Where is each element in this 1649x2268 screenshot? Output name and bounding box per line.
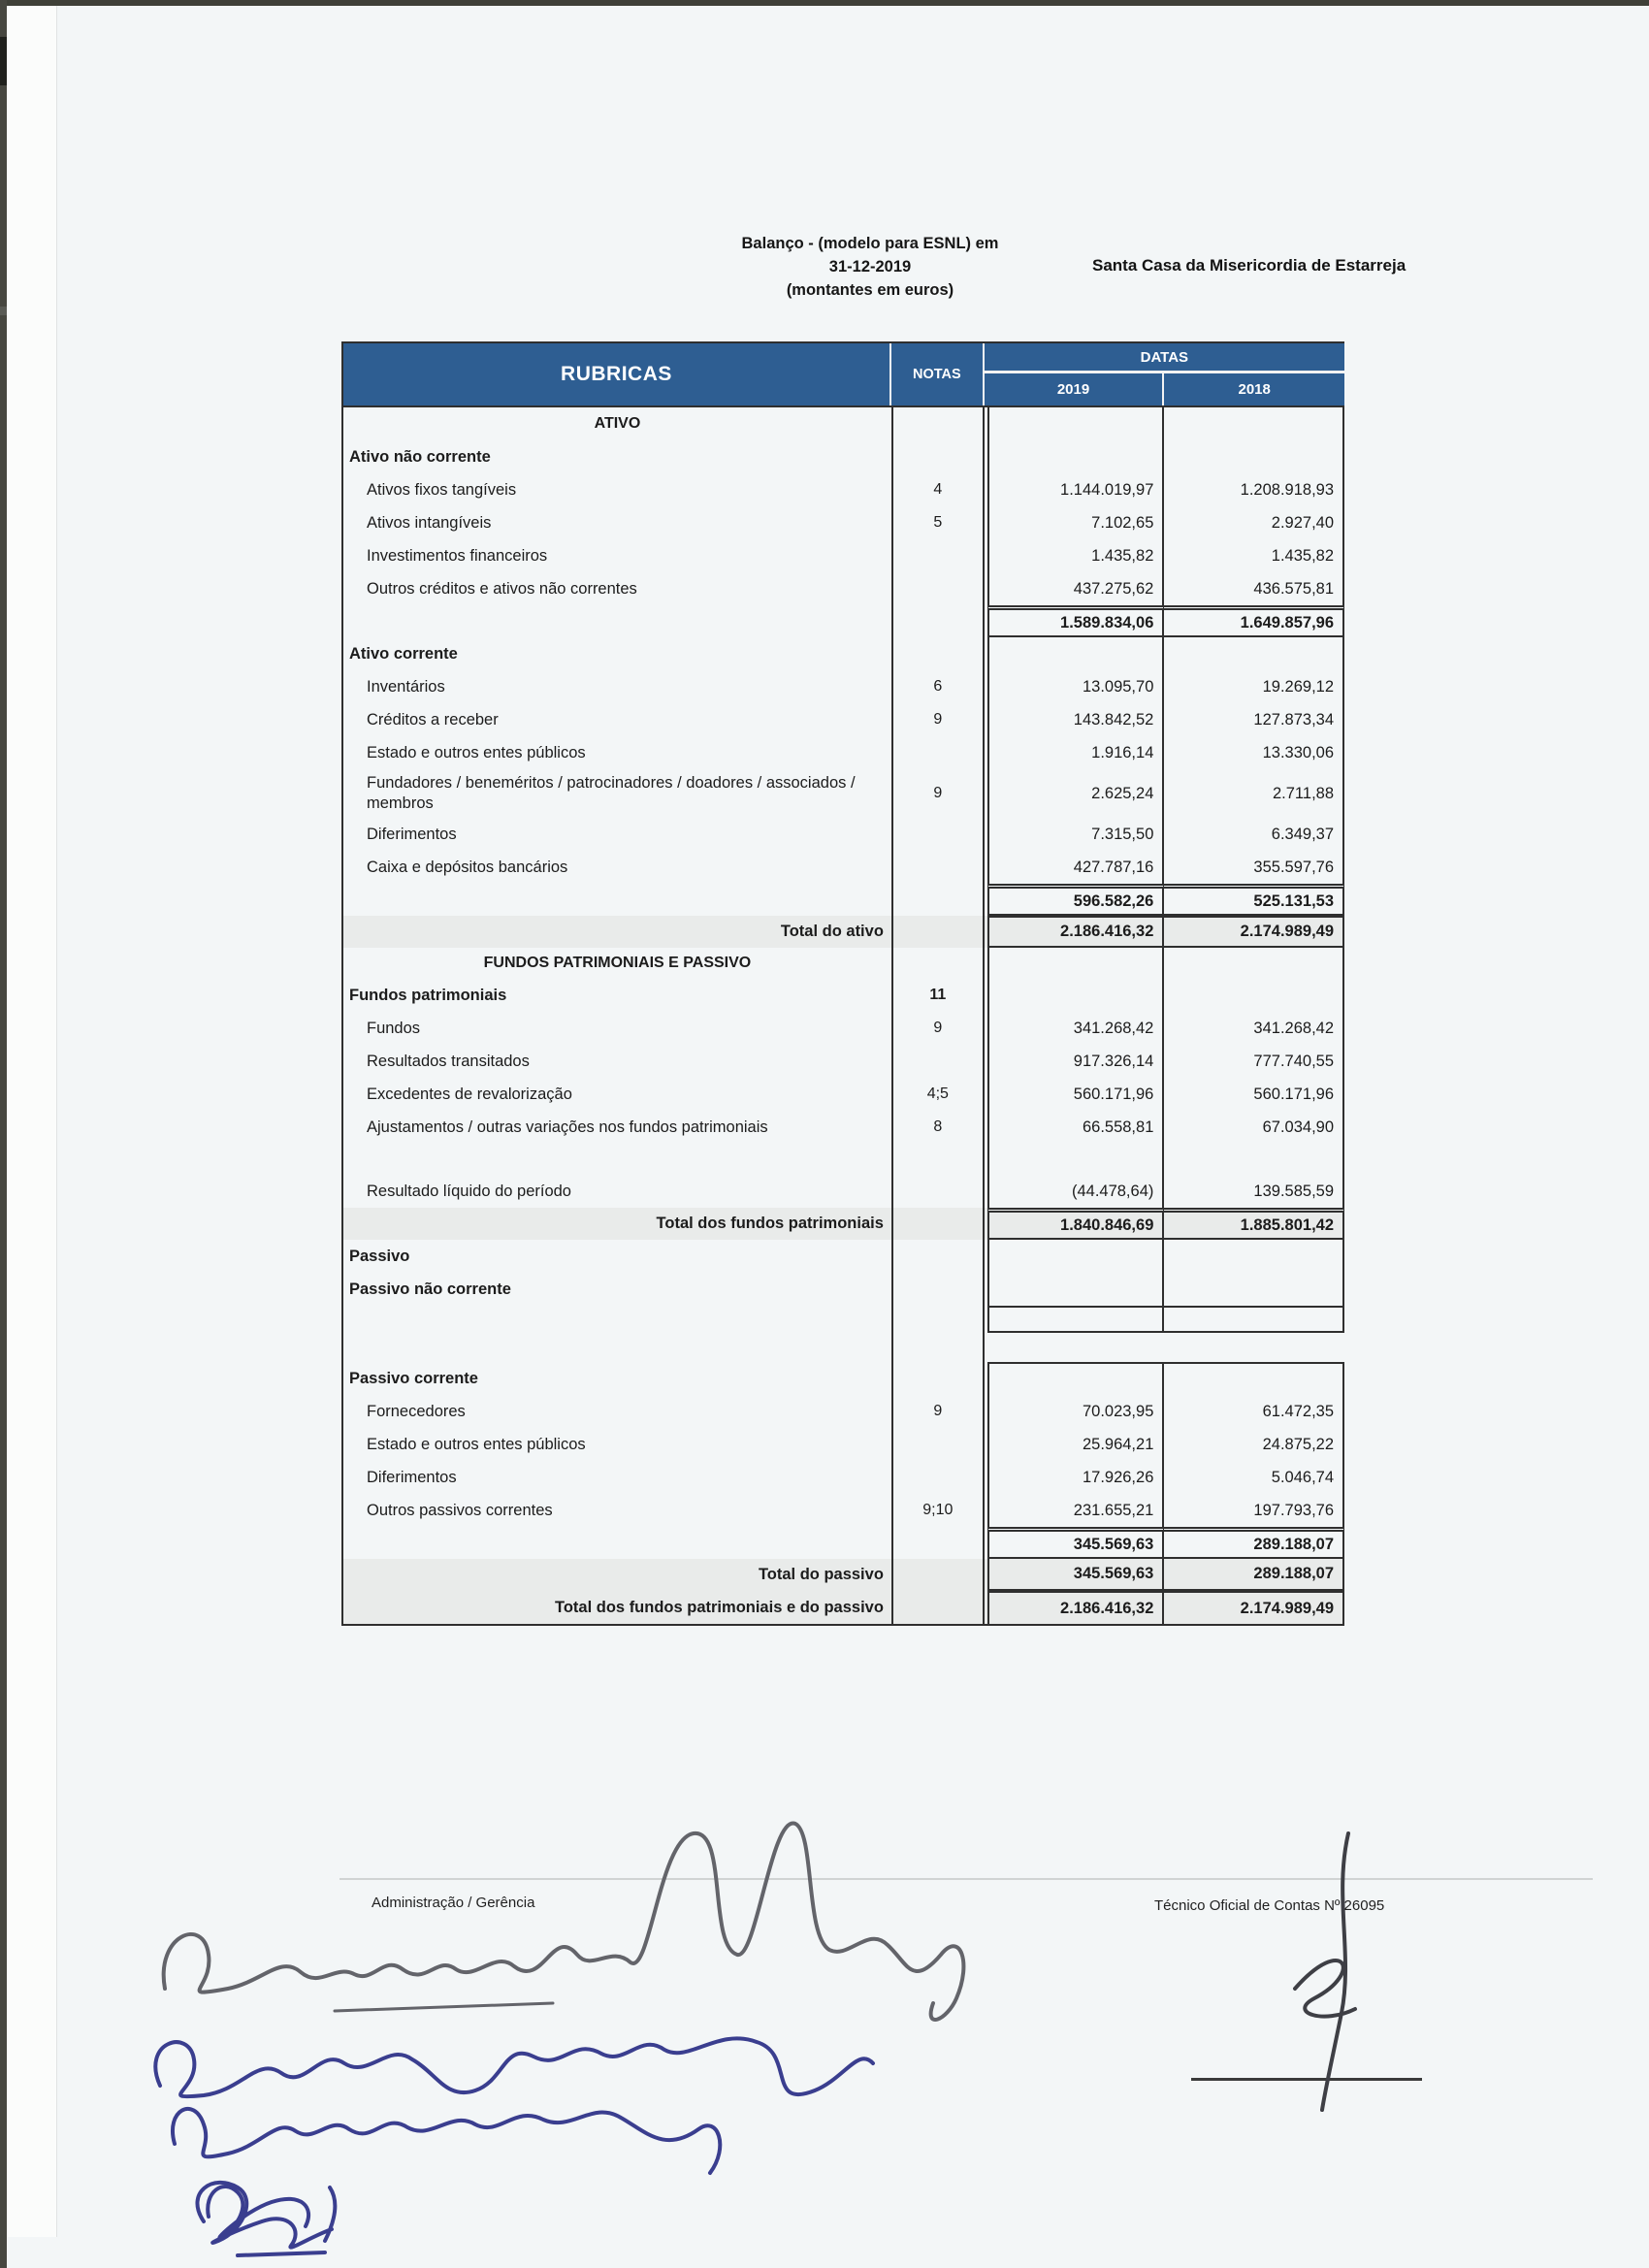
table-row [343,818,1344,851]
row-nota: 9 [891,1012,985,1045]
row-nota [891,440,985,473]
row-nota [891,1045,985,1078]
row-label: Fundos [367,1019,421,1037]
row-label: Diferimentos [367,1468,457,1486]
document-title-block [716,233,1024,303]
signature-label-administration: Administração / Gerência [372,1895,535,1911]
signature-stroke [208,2187,335,2241]
row-nota [891,736,985,769]
row-label: Ativos intangíveis [367,513,492,532]
table-row [343,1428,1344,1461]
scan-edge-top [0,0,1649,6]
handwritten-signature-flourish [146,2163,456,2260]
table-row [343,1395,1344,1428]
row-value-2019: 66.558,81 [987,1111,1165,1144]
row-value-2019: (44.478,64) [987,1175,1165,1208]
row-nota [891,637,985,670]
row-value-2019 [987,440,1165,473]
row-value-2018 [1164,1306,1344,1333]
row-nota: 4;5 [891,1078,985,1111]
row-value-2018: 24.875,22 [1164,1428,1344,1461]
row-label: ATIVO [594,415,641,432]
row-nota [891,1428,985,1461]
row-value-2019: 345.569,63 [987,1527,1165,1559]
row-label: Resultados transitados [367,1052,530,1070]
row-label: Inventários [367,677,445,696]
row-value-2018 [1164,979,1344,1012]
row-value-2018: 436.575,81 [1164,572,1344,605]
row-label: Fornecedores [367,1402,466,1420]
row-value-2018 [1164,407,1344,440]
row-value-2018: 2.174.989,49 [1164,916,1344,948]
table-row [343,1461,1344,1494]
row-value-2018: 2.711,88 [1164,769,1344,818]
row-value-2019: 2.186.416,32 [987,916,1165,948]
table-row [343,1078,1344,1111]
table-row [343,1208,1344,1240]
row-label: Ativo não corrente [349,447,491,466]
table-row [343,1273,1344,1306]
signature-stroke [1322,1833,1348,2110]
header-year-2019: 2019 [985,373,1165,405]
table-row [343,1559,1344,1591]
row-label [343,1527,891,1559]
row-label: Créditos a receber [367,710,499,729]
table-row [343,736,1344,769]
row-value-2018 [1164,637,1344,670]
row-value-2018: 1.885.801,42 [1164,1208,1344,1240]
row-nota [891,1144,985,1175]
header-rubricas: RUBRICAS [343,343,891,405]
table-row [343,916,1344,948]
table-row [343,851,1344,884]
row-label: Fundos patrimoniais [349,986,507,1004]
row-label: Total dos fundos patrimoniais [656,1215,884,1232]
row-value-2019 [987,1240,1165,1273]
row-value-2019 [987,948,1165,979]
row-value-2019: 17.926,26 [987,1461,1165,1494]
row-nota [891,1362,985,1395]
table-row [343,605,1344,637]
row-value-2018: 6.349,37 [1164,818,1344,851]
row-label: Passivo [349,1247,410,1265]
row-nota [891,407,985,440]
row-value-2019: 341.268,42 [987,1012,1165,1045]
scan-edge-left [0,0,7,2268]
row-label [343,1306,891,1333]
table-row [343,703,1344,736]
row-nota [891,851,985,884]
row-nota [891,916,985,948]
table-row [343,1111,1344,1144]
row-value-2018: 355.597,76 [1164,851,1344,884]
row-value-2019: 1.144.019,97 [987,473,1165,506]
row-value-2019: 143.842,52 [987,703,1165,736]
header-years-row [985,373,1344,405]
row-value-2019: 25.964,21 [987,1428,1165,1461]
row-value-2019 [987,1273,1165,1306]
row-nota [891,1175,985,1208]
row-nota: 4 [891,473,985,506]
row-value-2019 [987,407,1165,440]
row-value-2019 [987,1333,1165,1362]
row-value-2018: 127.873,34 [1164,703,1344,736]
row-label: Diferimentos [367,825,457,843]
table-row [343,1175,1344,1208]
row-label [343,1333,891,1362]
row-value-2019: 1.589.834,06 [987,605,1165,637]
table-row [343,539,1344,572]
row-label: Total do ativo [780,923,884,940]
header-notas: NOTAS [891,343,985,405]
row-value-2019 [987,1306,1165,1333]
table-row [343,637,1344,670]
table-row [343,440,1344,473]
row-value-2018 [1164,1273,1344,1306]
row-value-2018: 777.740,55 [1164,1045,1344,1078]
signature-label-accountant: Técnico Oficial de Contas Nº 26095 [1154,1897,1385,1914]
row-label [343,1144,891,1175]
row-value-2019 [987,979,1165,1012]
row-nota: 5 [891,506,985,539]
row-value-2018: 139.585,59 [1164,1175,1344,1208]
table-row [343,670,1344,703]
table-row [343,572,1344,605]
handwritten-signature-right [1198,1819,1431,2129]
document-title-line2: 31-12-2019 [828,257,912,275]
row-value-2018 [1164,440,1344,473]
row-value-2018 [1164,948,1344,979]
row-value-2018: 67.034,90 [1164,1111,1344,1144]
row-label [343,605,891,637]
table-row [343,1144,1344,1175]
row-value-2018: 19.269,12 [1164,670,1344,703]
row-value-2018: 2.927,40 [1164,506,1344,539]
row-value-2019: 231.655,21 [987,1494,1165,1527]
table-row [343,473,1344,506]
footer-divider-line [340,1878,1593,1880]
row-nota [891,884,985,916]
row-nota [891,572,985,605]
row-value-2019 [987,637,1165,670]
row-nota [891,1240,985,1273]
row-value-2019: 427.787,16 [987,851,1165,884]
table-row [343,1494,1344,1527]
row-label: Total do passivo [758,1566,884,1583]
table-row [343,769,1344,818]
row-nota: 6 [891,670,985,703]
row-value-2019: 596.582,26 [987,884,1165,916]
row-label: Outros passivos correntes [367,1501,553,1519]
row-nota: 9;10 [891,1494,985,1527]
row-value-2019: 345.569,63 [987,1559,1165,1591]
row-value-2018: 13.330,06 [1164,736,1344,769]
row-value-2019: 917.326,14 [987,1045,1165,1078]
row-value-2019: 13.095,70 [987,670,1165,703]
row-value-2018: 5.046,74 [1164,1461,1344,1494]
row-nota [891,605,985,637]
row-label: Ativos fixos tangíveis [367,480,517,499]
header-year-2018: 2018 [1238,381,1271,398]
row-nota [891,539,985,572]
row-label: Caixa e depósitos bancários [367,858,568,876]
row-value-2018: 1.208.918,93 [1164,473,1344,506]
row-value-2018: 61.472,35 [1164,1395,1344,1428]
organization-name: Santa Casa da Misericordia de Estarreja [1092,256,1406,275]
row-value-2019: 7.315,50 [987,818,1165,851]
header-datas-group [985,343,1344,405]
row-value-2019 [987,1362,1165,1395]
row-value-2019: 437.275,62 [987,572,1165,605]
row-value-2018: 341.268,42 [1164,1012,1344,1045]
row-label: Ajustamentos / outras variações nos fundos patrimoniais [367,1118,768,1136]
table-row [343,1527,1344,1559]
row-value-2018 [1164,1240,1344,1273]
table-row [343,884,1344,916]
row-value-2019: 2.186.416,32 [987,1591,1165,1624]
row-nota: 8 [891,1111,985,1144]
table-row [343,1591,1344,1624]
row-label: Estado e outros entes públicos [367,743,586,761]
table-row [343,979,1344,1012]
row-nota: 9 [891,769,985,818]
row-label [343,884,891,916]
table-row [343,1240,1344,1273]
header-datas: DATAS [985,343,1344,373]
row-label: Total dos fundos patrimoniais e do passivo [555,1598,884,1616]
row-nota [891,1273,985,1306]
signature-stroke [173,2109,720,2173]
row-value-2018: 525.131,53 [1164,884,1344,916]
row-nota [891,1306,985,1333]
row-nota [891,1461,985,1494]
accountant-signature-line [1191,2078,1422,2081]
row-label: Investimentos financeiros [367,546,548,565]
row-value-2018: 2.174.989,49 [1164,1591,1344,1624]
table-row [343,506,1344,539]
row-nota [891,1591,985,1624]
row-value-2019: 1.435,82 [987,539,1165,572]
row-nota [891,1527,985,1559]
table-row [343,1012,1344,1045]
balance-sheet-table [341,341,1344,1626]
row-nota: 11 [891,979,985,1012]
row-nota [891,948,985,979]
row-nota [891,1208,985,1240]
signature-stroke [155,2038,873,2096]
row-nota [891,818,985,851]
row-value-2018: 560.171,96 [1164,1078,1344,1111]
row-value-2019: 1.916,14 [987,736,1165,769]
row-nota: 9 [891,1395,985,1428]
signature-stroke [164,1824,964,2021]
row-value-2018 [1164,1362,1344,1395]
document-title-line3: (montantes em euros) [786,280,954,299]
table-row [343,1333,1344,1362]
signature-stroke [1295,1960,1355,2017]
row-value-2018: 1.649.857,96 [1164,605,1344,637]
row-value-2018: 1.435,82 [1164,539,1344,572]
row-label: Passivo corrente [349,1369,478,1387]
row-value-2018: 197.793,76 [1164,1494,1344,1527]
row-value-2018 [1164,1144,1344,1175]
row-label: Outros créditos e ativos não correntes [367,579,637,598]
row-label: Passivo não corrente [349,1280,511,1298]
row-value-2018 [1164,1333,1344,1362]
row-value-2019: 2.625,24 [987,769,1165,818]
table-row [343,1045,1344,1078]
signature-underline [335,2003,553,2011]
table-row [343,1362,1344,1395]
table-row [343,1306,1344,1333]
table-body [343,407,1344,1624]
document-title-line1: Balanço - (modelo para ESNL) em [741,235,999,252]
row-label: Excedentes de revalorização [367,1085,572,1103]
row-label: Estado e outros entes públicos [367,1435,586,1453]
row-value-2019: 7.102,65 [987,506,1165,539]
row-nota [891,1559,985,1591]
row-value-2018: 289.188,07 [1164,1527,1344,1559]
row-label: Fundadores / beneméritos / patrocinadores / doadores / associados / membros [367,773,856,812]
paper-edge-strip [7,6,57,2237]
table-row [343,407,1344,440]
row-label: Resultado líquido do período [367,1182,571,1200]
signature-stroke [197,2183,332,2248]
row-label: Ativo corrente [349,644,458,663]
row-nota [891,1333,985,1362]
row-value-2019 [987,1144,1165,1175]
row-label: FUNDOS PATRIMONIAIS E PASSIVO [483,955,752,971]
row-value-2018: 289.188,07 [1164,1559,1344,1591]
signature-underline [238,2252,325,2255]
row-nota: 9 [891,703,985,736]
row-value-2019: 70.023,95 [987,1395,1165,1428]
row-value-2019: 1.840.846,69 [987,1208,1165,1240]
table-row [343,948,1344,979]
table-header [343,341,1344,407]
row-value-2019: 560.171,96 [987,1078,1165,1111]
